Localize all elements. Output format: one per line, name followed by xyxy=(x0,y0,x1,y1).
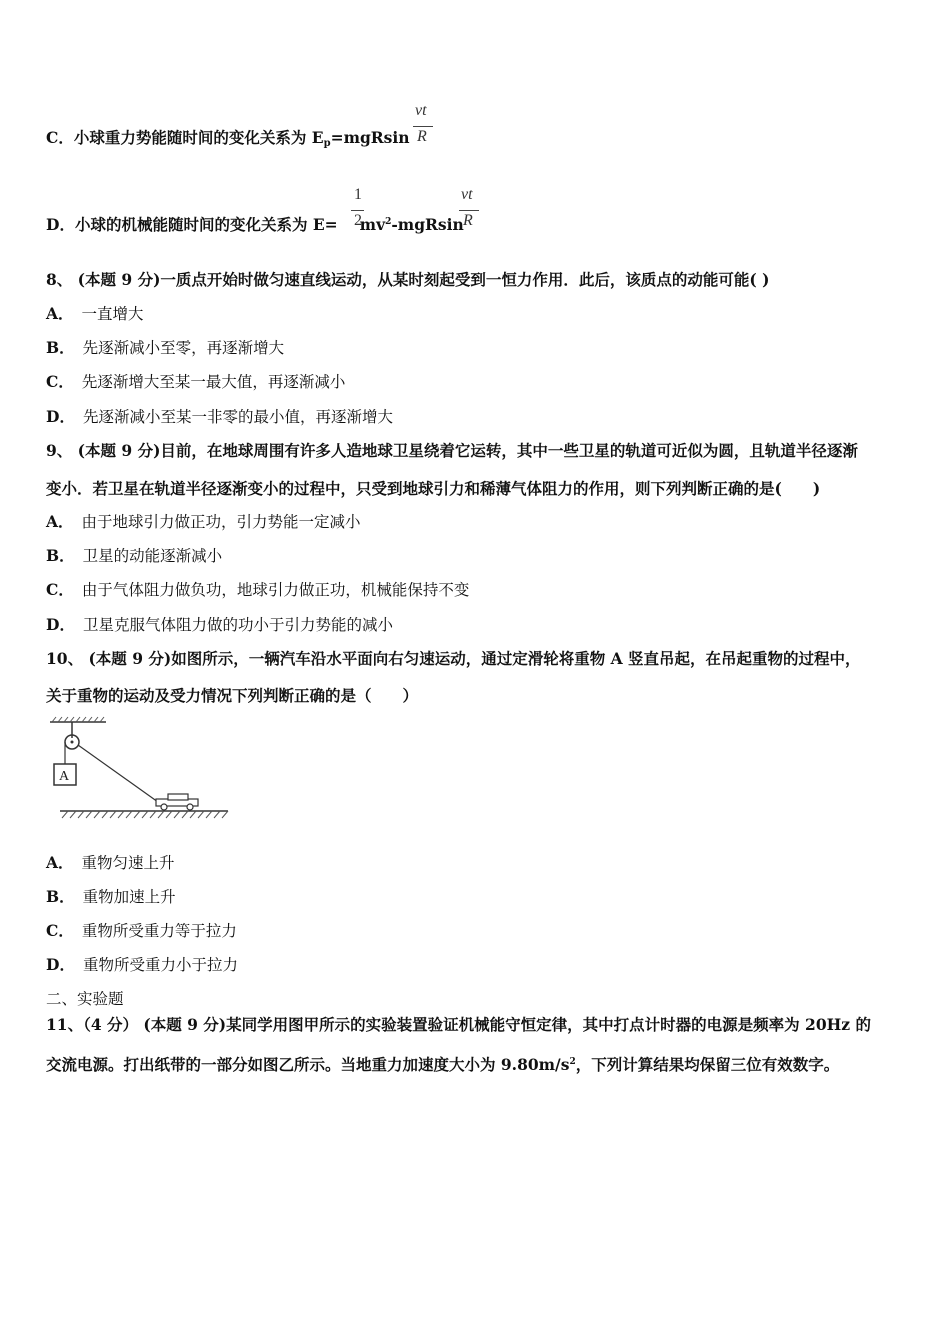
fraction-numerator: vt xyxy=(415,102,427,119)
formula-superscript: 2 xyxy=(385,217,392,227)
formula-e: E= xyxy=(312,215,338,234)
option-letter: C． xyxy=(46,580,74,599)
option-letter: A． xyxy=(46,853,74,872)
q11-stem-part2: ，下列计算结果均保留三位有效数字。 xyxy=(575,1055,840,1074)
rope-diagonal xyxy=(78,745,158,802)
q7-option-c xyxy=(46,128,410,154)
q8-stem: 8、 (本题 9 分)一质点开始时做匀速直线运动，从某时刻起受到一恒力作用．此后，该质点的动能可能( ) xyxy=(46,270,770,289)
option-letter: B． xyxy=(46,887,75,906)
q9-option-d xyxy=(46,615,393,635)
q7d-half-fraction xyxy=(351,186,365,234)
formula-rest: -mgRsin xyxy=(391,215,464,234)
option-text: 卫星的动能逐渐减小 xyxy=(82,547,223,565)
weight-label: A xyxy=(59,769,70,784)
option-text: 先逐渐增大至某一最大值，再逐渐减小 xyxy=(81,373,346,391)
q11-stem-part1: 交流电源。打出纸带的一部分如图乙所示。当地重力加速度大小为 9.80m/s xyxy=(46,1055,570,1074)
formula-rest: =mgRsin xyxy=(330,128,410,147)
q9-stem-line1: 9、 (本题 9 分)目前，在地球周围有许多人造地球卫星绕着它运转，其中一些卫星的轨道可近似为圆，且轨道半径逐渐 xyxy=(46,441,858,460)
option-letter: C． xyxy=(46,921,74,940)
option-letter: D． xyxy=(46,955,75,974)
q9-option-c xyxy=(46,580,469,600)
q10-option-d xyxy=(46,955,238,975)
option-letter: C． xyxy=(46,128,74,147)
option-text: 一直增大 xyxy=(81,305,144,323)
q7c-fraction xyxy=(413,102,435,150)
section-title: 二、实验题 xyxy=(46,990,124,1008)
option-text: 由于气体阻力做负功，地球引力做正功，机械能保持不变 xyxy=(81,581,470,599)
q8-option-c xyxy=(46,372,345,392)
option-text: 先逐渐减小至某一非零的最小值，再逐渐增大 xyxy=(82,408,393,426)
fraction-bar xyxy=(459,210,479,211)
q10-stem-line1: 10、 (本题 9 分)如图所示，一辆汽车沿水平面向右匀速运动，通过定滑轮将重物 A 竖直吊起，在吊起重物的过程中， xyxy=(46,649,861,668)
q7d-fraction xyxy=(459,186,481,234)
fraction-numerator: vt xyxy=(461,186,473,203)
q7-option-d xyxy=(46,212,464,235)
q10-stem-line2: 关于重物的运动及受力情况下列判断正确的是（ ） xyxy=(46,686,419,705)
q11-superscript: 2 xyxy=(569,1057,576,1067)
q11-stem-line1: 11、（4 分） (本题 9 分)某同学用图甲所示的实验装置验证机械能守恒定律，其中打点计时器的电源是频率为 20Hz 的 xyxy=(46,1015,871,1034)
option-text: 小球重力势能随时间的变化关系为 xyxy=(73,128,312,147)
q11-stem-line2 xyxy=(46,1052,839,1075)
pulley-axle xyxy=(71,741,74,744)
option-letter: B． xyxy=(46,338,75,357)
formula-e: E xyxy=(311,128,324,147)
option-letter: D． xyxy=(46,215,75,234)
option-text: 先逐渐减小至零，再逐渐增大 xyxy=(82,339,285,357)
q8-option-a xyxy=(46,304,144,324)
option-letter: D． xyxy=(46,615,75,634)
fraction-numerator: 1 xyxy=(354,186,362,203)
option-text: 重物所受重力等于拉力 xyxy=(81,922,237,940)
option-letter: B． xyxy=(46,546,75,565)
option-letter: A． xyxy=(46,512,74,531)
car xyxy=(156,794,198,810)
q9-stem-line2: 变小．若卫星在轨道半径逐渐变小的过程中，只受到地球引力和稀薄气体阻力的作用，则下列判断正确的是( ) xyxy=(46,479,821,498)
fraction-denominator: R xyxy=(417,128,427,145)
fraction-bar xyxy=(351,210,364,211)
option-letter: C． xyxy=(46,372,74,391)
q8-option-b xyxy=(46,338,284,358)
q10-option-b xyxy=(46,887,176,907)
q10-option-c xyxy=(46,921,237,941)
q8-option-d xyxy=(46,407,393,427)
option-text: 由于地球引力做正功，引力势能一定减小 xyxy=(81,513,361,531)
formula-mv: mv xyxy=(359,215,386,234)
option-letter: A． xyxy=(46,304,74,323)
pulley-car-figure xyxy=(46,716,231,824)
option-text: 小球的机械能随时间的变化关系为 xyxy=(74,215,313,234)
q9-option-b xyxy=(46,546,222,566)
option-text: 重物所受重力小于拉力 xyxy=(82,956,238,974)
q10-option-a xyxy=(46,853,175,873)
option-text: 卫星克服气体阻力做的功小于引力势能的减小 xyxy=(82,616,393,634)
formula-subscript: p xyxy=(323,138,331,149)
ceiling xyxy=(50,717,106,722)
fraction-denominator: 2 xyxy=(354,212,362,229)
fraction-denominator: R xyxy=(463,212,473,229)
option-text: 重物加速上升 xyxy=(82,888,176,906)
q9-option-a xyxy=(46,512,361,532)
option-text: 重物匀速上升 xyxy=(81,854,175,872)
option-letter: D． xyxy=(46,407,75,426)
ground xyxy=(60,811,228,818)
fraction-bar xyxy=(413,126,433,127)
